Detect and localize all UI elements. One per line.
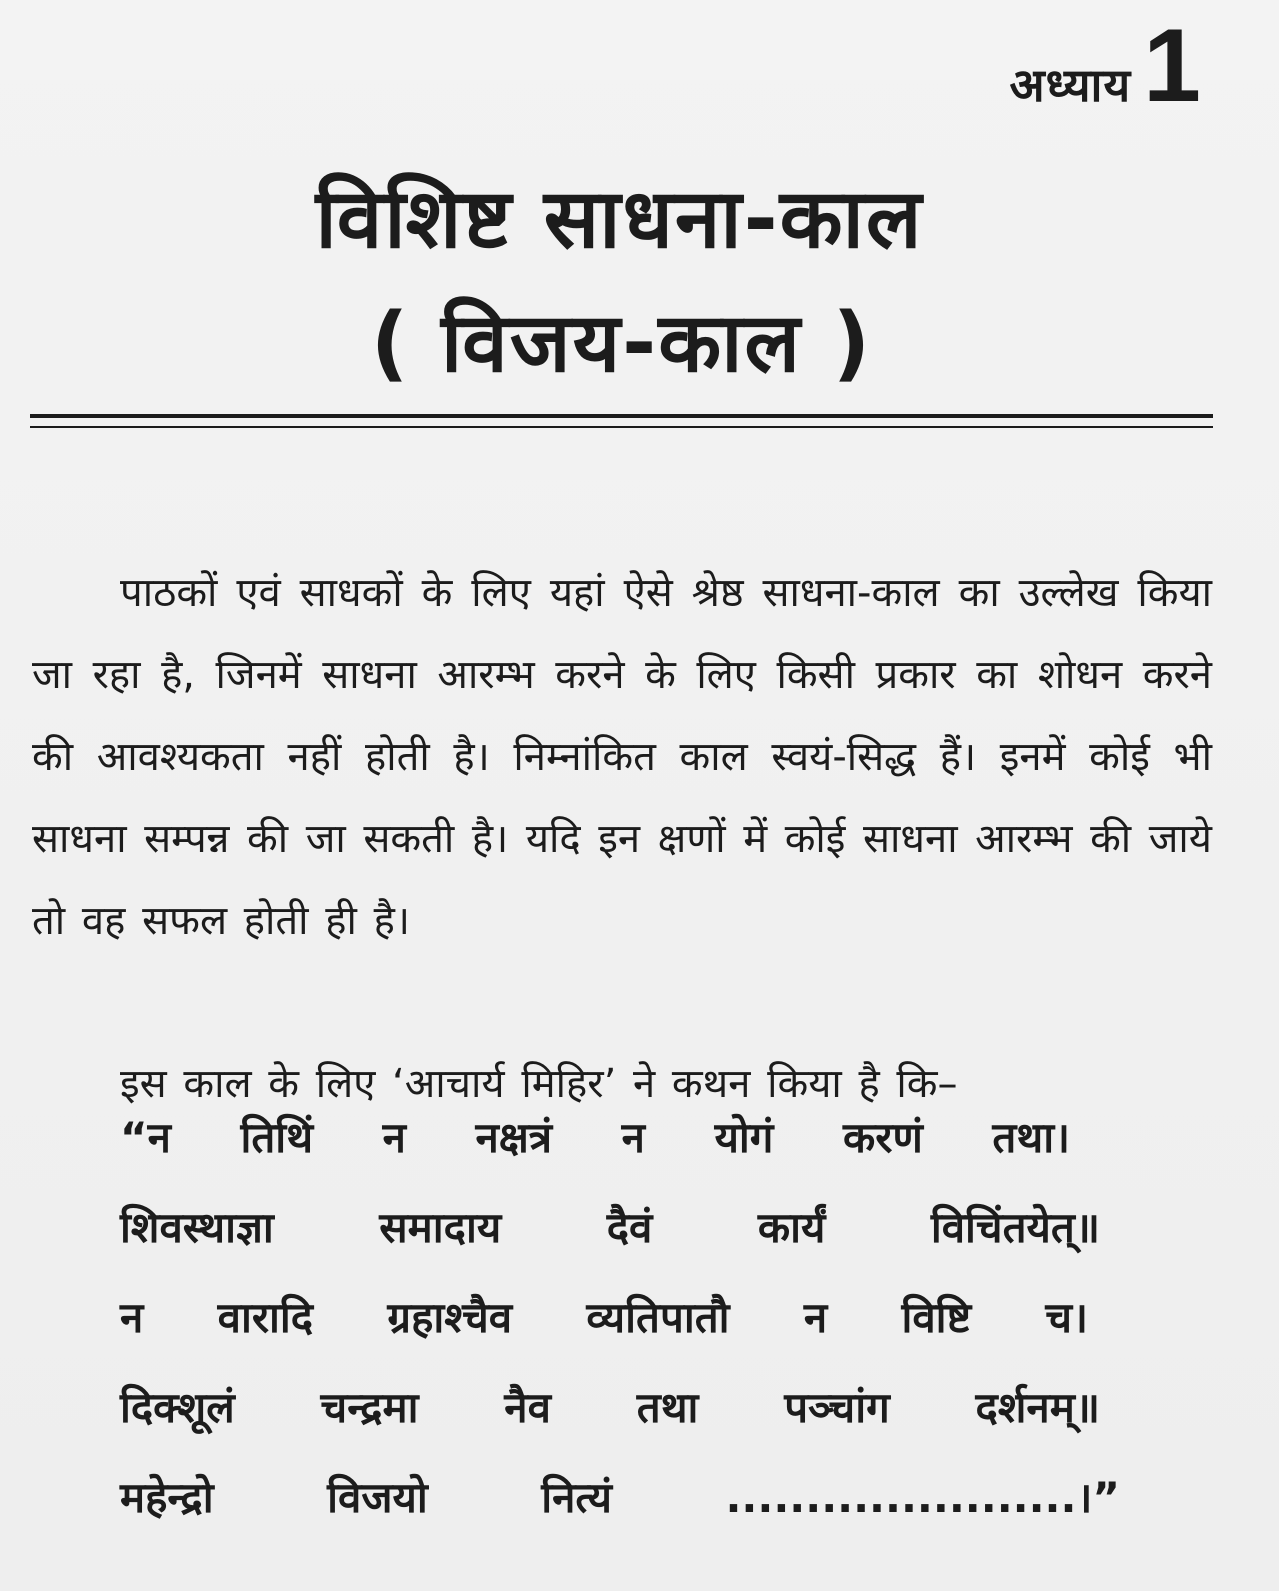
verse-line-3: न वारादि ग्रहाश्चैव व्यतिपातौ न विष्टि च। bbox=[120, 1293, 1088, 1342]
chapter-number: 1 bbox=[1143, 8, 1201, 124]
title-divider-thin bbox=[30, 426, 1213, 428]
chapter-label: अध्याय bbox=[1009, 58, 1132, 112]
chapter-heading bbox=[1009, 8, 1201, 124]
title-divider-thick bbox=[30, 414, 1213, 418]
page-subtitle: ( विजय-काल ) bbox=[370, 296, 873, 391]
verse-line-2: शिवस्थाज्ञा समादाय दैवं कार्यं विचिंतयेत्॥ bbox=[120, 1203, 1100, 1252]
quote-intro-paragraph: इस काल के लिए ‘आचार्य मिहिर’ ने कथन किया है कि– bbox=[120, 1061, 958, 1107]
verse-line-1: “न तिथिं न नक्षत्रं न योगं करणं तथा। bbox=[120, 1113, 1070, 1162]
verse-line-5: महेन्द्रो विजयो नित्यं ......................।” bbox=[120, 1473, 1120, 1522]
page-title: विशिष्ट साधना-काल bbox=[315, 172, 924, 267]
verse-line-4: दिक्शूलं चन्द्रमा नैव तथा पञ्चांग दर्शनम्॥ bbox=[120, 1383, 1100, 1432]
intro-paragraph: पाठकों एवं साधकों के लिए यहां ऐसे श्रेष्ठ साधना-काल का उल्लेख किया जा रहा है, जिनमें साधना आरम्भ करने के लिए किसी प्रकार का शोधन करने की आवश्यकता नहीं होती है। निम्नांकित काल स्वयं-सिद्ध हैं। इनमें कोई भी साधना सम्पन्न की जा सकती है। यदि इन क्षणों में कोई साधना आरम्भ की जाये तो वह सफल होती ही है। bbox=[32, 570, 1212, 944]
